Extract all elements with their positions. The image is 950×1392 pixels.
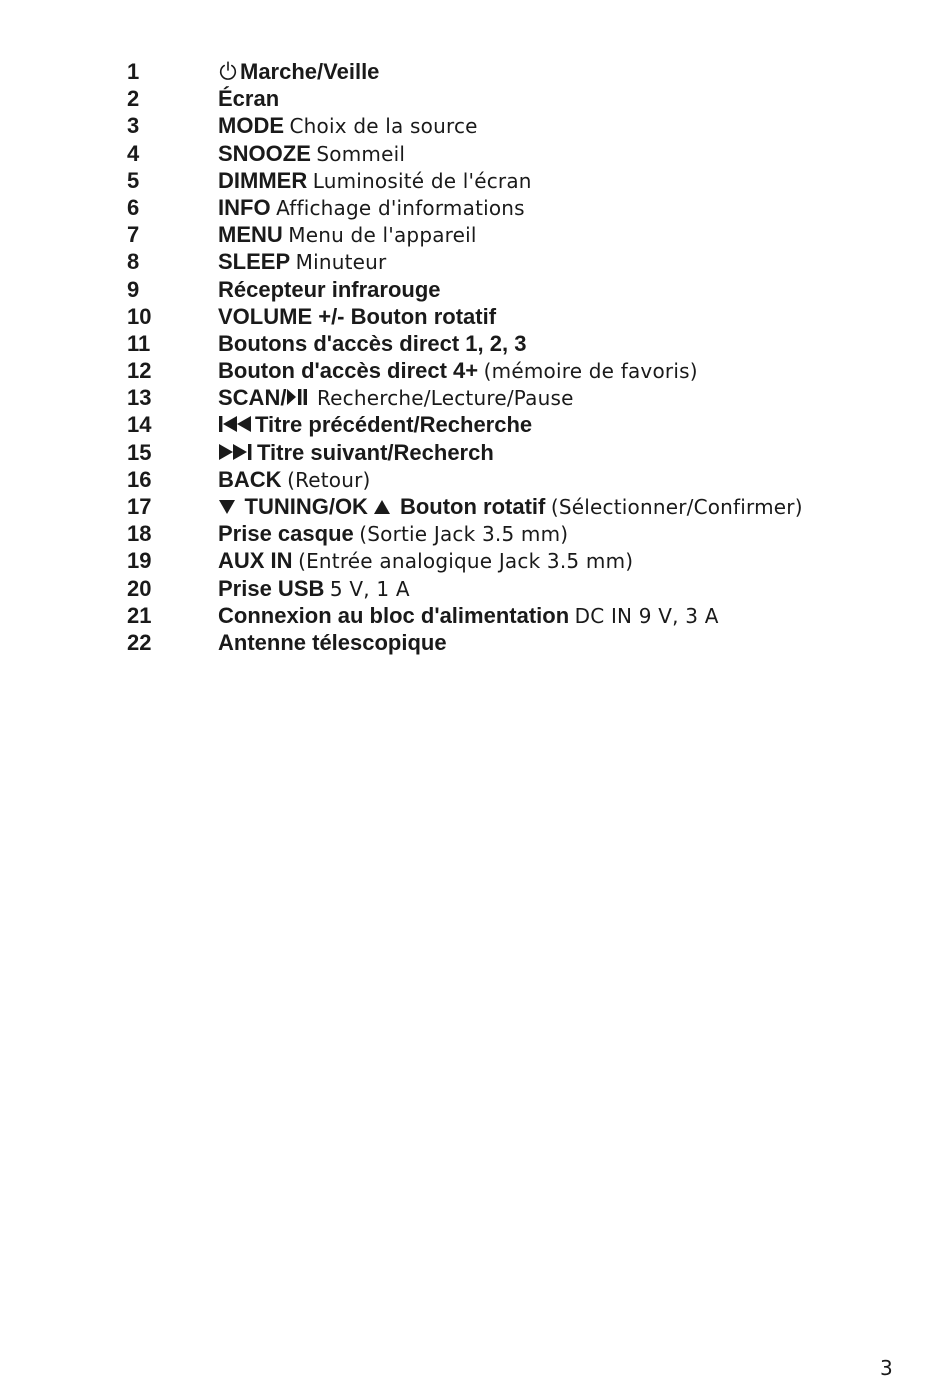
play-pause-icon: [286, 388, 308, 406]
legend-item: [0, 58, 950, 85]
item-text: [218, 520, 568, 548]
item-label-bold: Marche/Veille: [240, 59, 380, 84]
item-number: 16: [127, 466, 152, 492]
item-text: [218, 221, 477, 249]
item-label-bold: BACK: [218, 466, 282, 492]
item-label-bold-secondary: Bouton rotatif: [399, 494, 546, 519]
item-label-bold: Prise casque: [218, 521, 354, 547]
item-description: Sommeil: [316, 141, 406, 166]
item-label-bold: MENU: [218, 222, 283, 248]
item-number: 13: [127, 385, 152, 411]
item-text: [218, 411, 532, 438]
item-text: [218, 167, 532, 195]
power-icon: [218, 61, 238, 81]
item-label-bold: SCAN/: [218, 385, 287, 411]
item-text: [218, 112, 478, 140]
item-number: 20: [127, 575, 152, 601]
item-text: [218, 384, 574, 412]
skip-next-icon: [218, 443, 254, 461]
item-description: (Sélectionner/Confirmer): [550, 495, 803, 519]
item-text: [218, 140, 405, 168]
legend-item: [0, 466, 950, 493]
item-text: [218, 194, 525, 222]
item-text: [218, 466, 371, 494]
item-text: [218, 439, 494, 466]
item-label-bold: Titre suivant/Recherch: [257, 439, 494, 465]
item-text: [218, 276, 441, 303]
item-text: [218, 85, 279, 112]
legend-item: [0, 493, 950, 520]
item-number: 6: [127, 194, 140, 220]
legend-item: [0, 547, 950, 574]
legend-item: [0, 112, 950, 139]
item-text: [218, 547, 633, 575]
item-description: (Sortie Jack 3.5 mm): [359, 522, 569, 547]
item-label-bold: Récepteur infrarouge: [218, 276, 441, 302]
item-label-bold: AUX IN: [218, 548, 293, 574]
legend-item: [0, 411, 950, 438]
item-description: Luminosité de l'écran: [312, 168, 532, 193]
item-description: (mémoire de favoris): [483, 359, 698, 384]
item-description: Choix de la source: [289, 114, 478, 139]
item-description: (Entrée analogique Jack 3.5 mm): [298, 549, 634, 574]
item-description: (Retour): [287, 467, 371, 492]
legend-item: [0, 221, 950, 248]
item-number: 14: [127, 412, 152, 438]
item-text: [218, 248, 386, 276]
legend-item: [0, 602, 950, 629]
item-description: Menu de l'appareil: [288, 223, 477, 248]
item-label-bold: VOLUME +/- Bouton rotatif: [218, 303, 497, 329]
item-label-bold: TUNING/OK: [244, 494, 368, 519]
legend-item: [0, 575, 950, 602]
item-number: 9: [127, 276, 140, 302]
item-number: 12: [127, 358, 152, 384]
item-number: 18: [127, 521, 152, 547]
item-label-bold: Antenne télescopique: [218, 629, 447, 655]
item-number: 8: [127, 249, 140, 275]
item-label-bold: Bouton d'accès direct 4+: [218, 358, 479, 384]
item-text: [218, 58, 379, 85]
item-number: 19: [127, 548, 152, 574]
item-label-bold: SLEEP: [218, 249, 291, 275]
item-label-bold: Boutons d'accès direct 1, 2, 3: [218, 330, 527, 356]
legend-item: [0, 330, 950, 357]
item-number: 2: [127, 86, 140, 112]
item-label-bold: SNOOZE: [218, 140, 311, 166]
item-label-bold: DIMMER: [218, 167, 308, 193]
item-label-bold: Écran: [218, 86, 280, 112]
item-description: Minuteur: [295, 250, 387, 275]
item-number: 3: [127, 113, 140, 139]
item-description: Recherche/Lecture/Pause: [316, 386, 574, 411]
item-text: [218, 575, 410, 603]
item-number: 7: [127, 222, 140, 248]
item-text: [218, 629, 447, 656]
page-number: 3: [880, 1356, 893, 1380]
item-label-bold: Connexion au bloc d'alimentation: [218, 602, 570, 628]
item-text: [218, 357, 698, 385]
legend-item: [0, 357, 950, 384]
legend-item: [0, 194, 950, 221]
item-number: 21: [127, 602, 152, 628]
legend-item: [0, 167, 950, 194]
item-label-bold: Prise USB: [218, 575, 325, 601]
item-number: 17: [127, 494, 152, 519]
legend-item: [0, 384, 950, 411]
item-description: Affichage d'informations: [276, 195, 525, 220]
legend-list: [0, 58, 950, 656]
legend-item: [0, 303, 950, 330]
item-text: [218, 303, 496, 330]
triangle-up-icon: [373, 499, 391, 515]
item-label-bold: MODE: [218, 113, 284, 139]
legend-item: [0, 248, 950, 275]
legend-item: [0, 276, 950, 303]
item-text: [218, 602, 719, 630]
item-text: [218, 493, 803, 521]
item-number: 11: [127, 330, 151, 356]
item-label-bold: Titre précédent/Recherche: [255, 412, 533, 438]
item-number: 22: [127, 629, 152, 655]
item-number: 15: [127, 439, 152, 465]
triangle-down-icon: [218, 499, 236, 515]
item-number: 10: [127, 303, 152, 329]
item-number: 1: [127, 59, 140, 84]
skip-previous-icon: [218, 415, 252, 433]
item-number: 5: [127, 167, 140, 193]
item-number: 4: [127, 140, 140, 166]
item-text: [218, 330, 526, 357]
legend-item: [0, 85, 950, 112]
legend-item: [0, 140, 950, 167]
item-label-bold: INFO: [218, 194, 271, 220]
legend-item: [0, 520, 950, 547]
item-description: 5 V, 1 A: [329, 576, 410, 601]
legend-item: [0, 629, 950, 656]
legend-item: [0, 439, 950, 466]
item-description: DC IN 9 V, 3 A: [574, 603, 719, 628]
